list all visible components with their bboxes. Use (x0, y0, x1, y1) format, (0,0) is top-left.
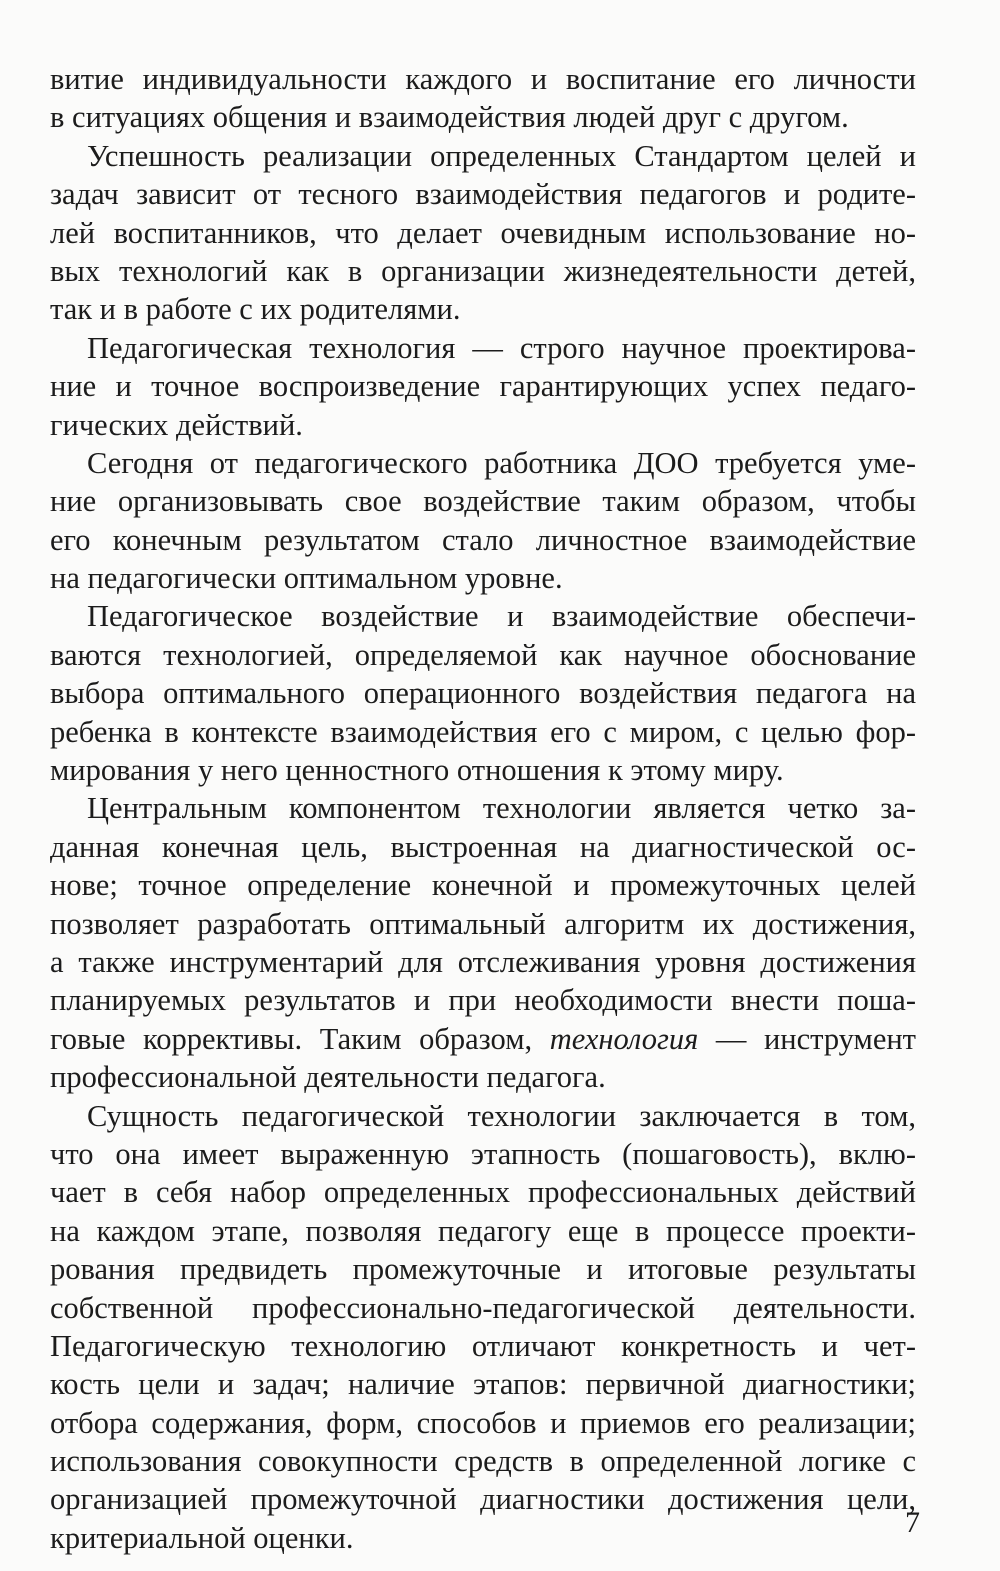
text-line: гических действий. (50, 407, 303, 442)
body-text (50, 60, 916, 1557)
text-line: Педагогическое воздействие и взаимодействие обеспечи- (87, 599, 916, 634)
page-number: 7 (905, 1506, 920, 1539)
text-line: чает в себя набор определенных профессиональных действий (50, 1175, 916, 1210)
text-line: Успешность реализации определенных Стандартом целей и (87, 138, 916, 173)
text-line: его конечным результатом стало личностное взаимодействие (50, 522, 916, 557)
text-line: нове; точное определение конечной и промежуточных целей (50, 868, 916, 903)
text-line: позволяет разработать оптимальный алгоритм их достижения, (50, 906, 916, 941)
text-line: Центральным компонентом технологии является четко за- (87, 791, 916, 826)
paragraph (50, 329, 916, 444)
text-line: так и в работе с их родителями. (50, 292, 461, 327)
text-line: вых технологий как в организации жизнедеятельности детей, (50, 253, 916, 288)
text-line: рования предвидеть промежуточные и итоговые результаты (50, 1252, 916, 1287)
text-line: а также инструментарий для отслеживания уровня достижения (50, 944, 916, 979)
text-line: Педагогическая технология — строго научное проектирова- (87, 330, 916, 365)
text-line: ребенка в контексте взаимодействия его с миром, с целью фор- (50, 714, 916, 749)
text-line: Сегодня от педагогического работника ДОО требуется уме- (87, 445, 916, 480)
text-line: на каждом этапе, позволяя педагогу еще в процессе проекти- (50, 1213, 916, 1248)
text-line: что она имеет выраженную этапность (пошаговость), вклю- (50, 1136, 916, 1171)
paragraph (50, 60, 916, 137)
text-fragment: — инструмент (715, 1021, 917, 1056)
text-line: отбора содержания, форм, способов и приемов его реализации; (50, 1405, 916, 1440)
text-line: Сущность педагогической технологии заключается в том, (87, 1098, 916, 1133)
text-line: мирования у него ценностного отношения к этому миру. (50, 753, 784, 788)
text-line: ваются технологией, определяемой как научное обоснование (50, 637, 916, 672)
paragraph (50, 789, 916, 1096)
italic-term: технология (549, 1021, 699, 1056)
text-line: собственной профессионально-педагогической деятельности. (50, 1290, 916, 1325)
text-line: планируемых результатов и при необходимости внести поша- (50, 983, 916, 1018)
text-line: задач зависит от тесного взаимодействия педагогов и родите- (50, 177, 916, 212)
text-line: организацией промежуточной диагностики достижения цели, (50, 1482, 916, 1517)
paragraph (50, 444, 916, 598)
text-line-with-italic (50, 1020, 916, 1058)
text-line: Педагогическую технологию отличают конкретность и чет- (50, 1328, 916, 1363)
paragraph (50, 597, 916, 789)
text-line: кость цели и задач; наличие этапов: первичной диагностики; (50, 1367, 916, 1402)
paragraph (50, 137, 916, 329)
text-line: выбора оптимального операционного воздействия педагога на (50, 676, 916, 711)
paragraph (50, 1097, 916, 1558)
text-line: в ситуациях общения и взаимодействия людей друг с другом. (50, 100, 849, 135)
text-line: лей воспитанников, что делает очевидным использование но- (50, 215, 916, 250)
text-fragment: говые коррективы. Таким образом, (50, 1021, 533, 1056)
text-line: данная конечная цель, выстроенная на диагностической ос- (50, 829, 916, 864)
text-line: ние организовывать свое воздействие таким образом, чтобы (50, 484, 916, 519)
text-line: витие индивидуальности каждого и воспитание его личности (50, 62, 916, 96)
text-line: ние и точное воспроизведение гарантирующих успех педаго- (50, 369, 916, 404)
text-line: использования совокупности средств в определенной логике с (50, 1444, 916, 1479)
text-line: критериальной оценки. (50, 1520, 354, 1555)
text-line: на педагогически оптимальном уровне. (50, 561, 563, 596)
text-line: профессиональной деятельности педагога. (50, 1060, 606, 1095)
